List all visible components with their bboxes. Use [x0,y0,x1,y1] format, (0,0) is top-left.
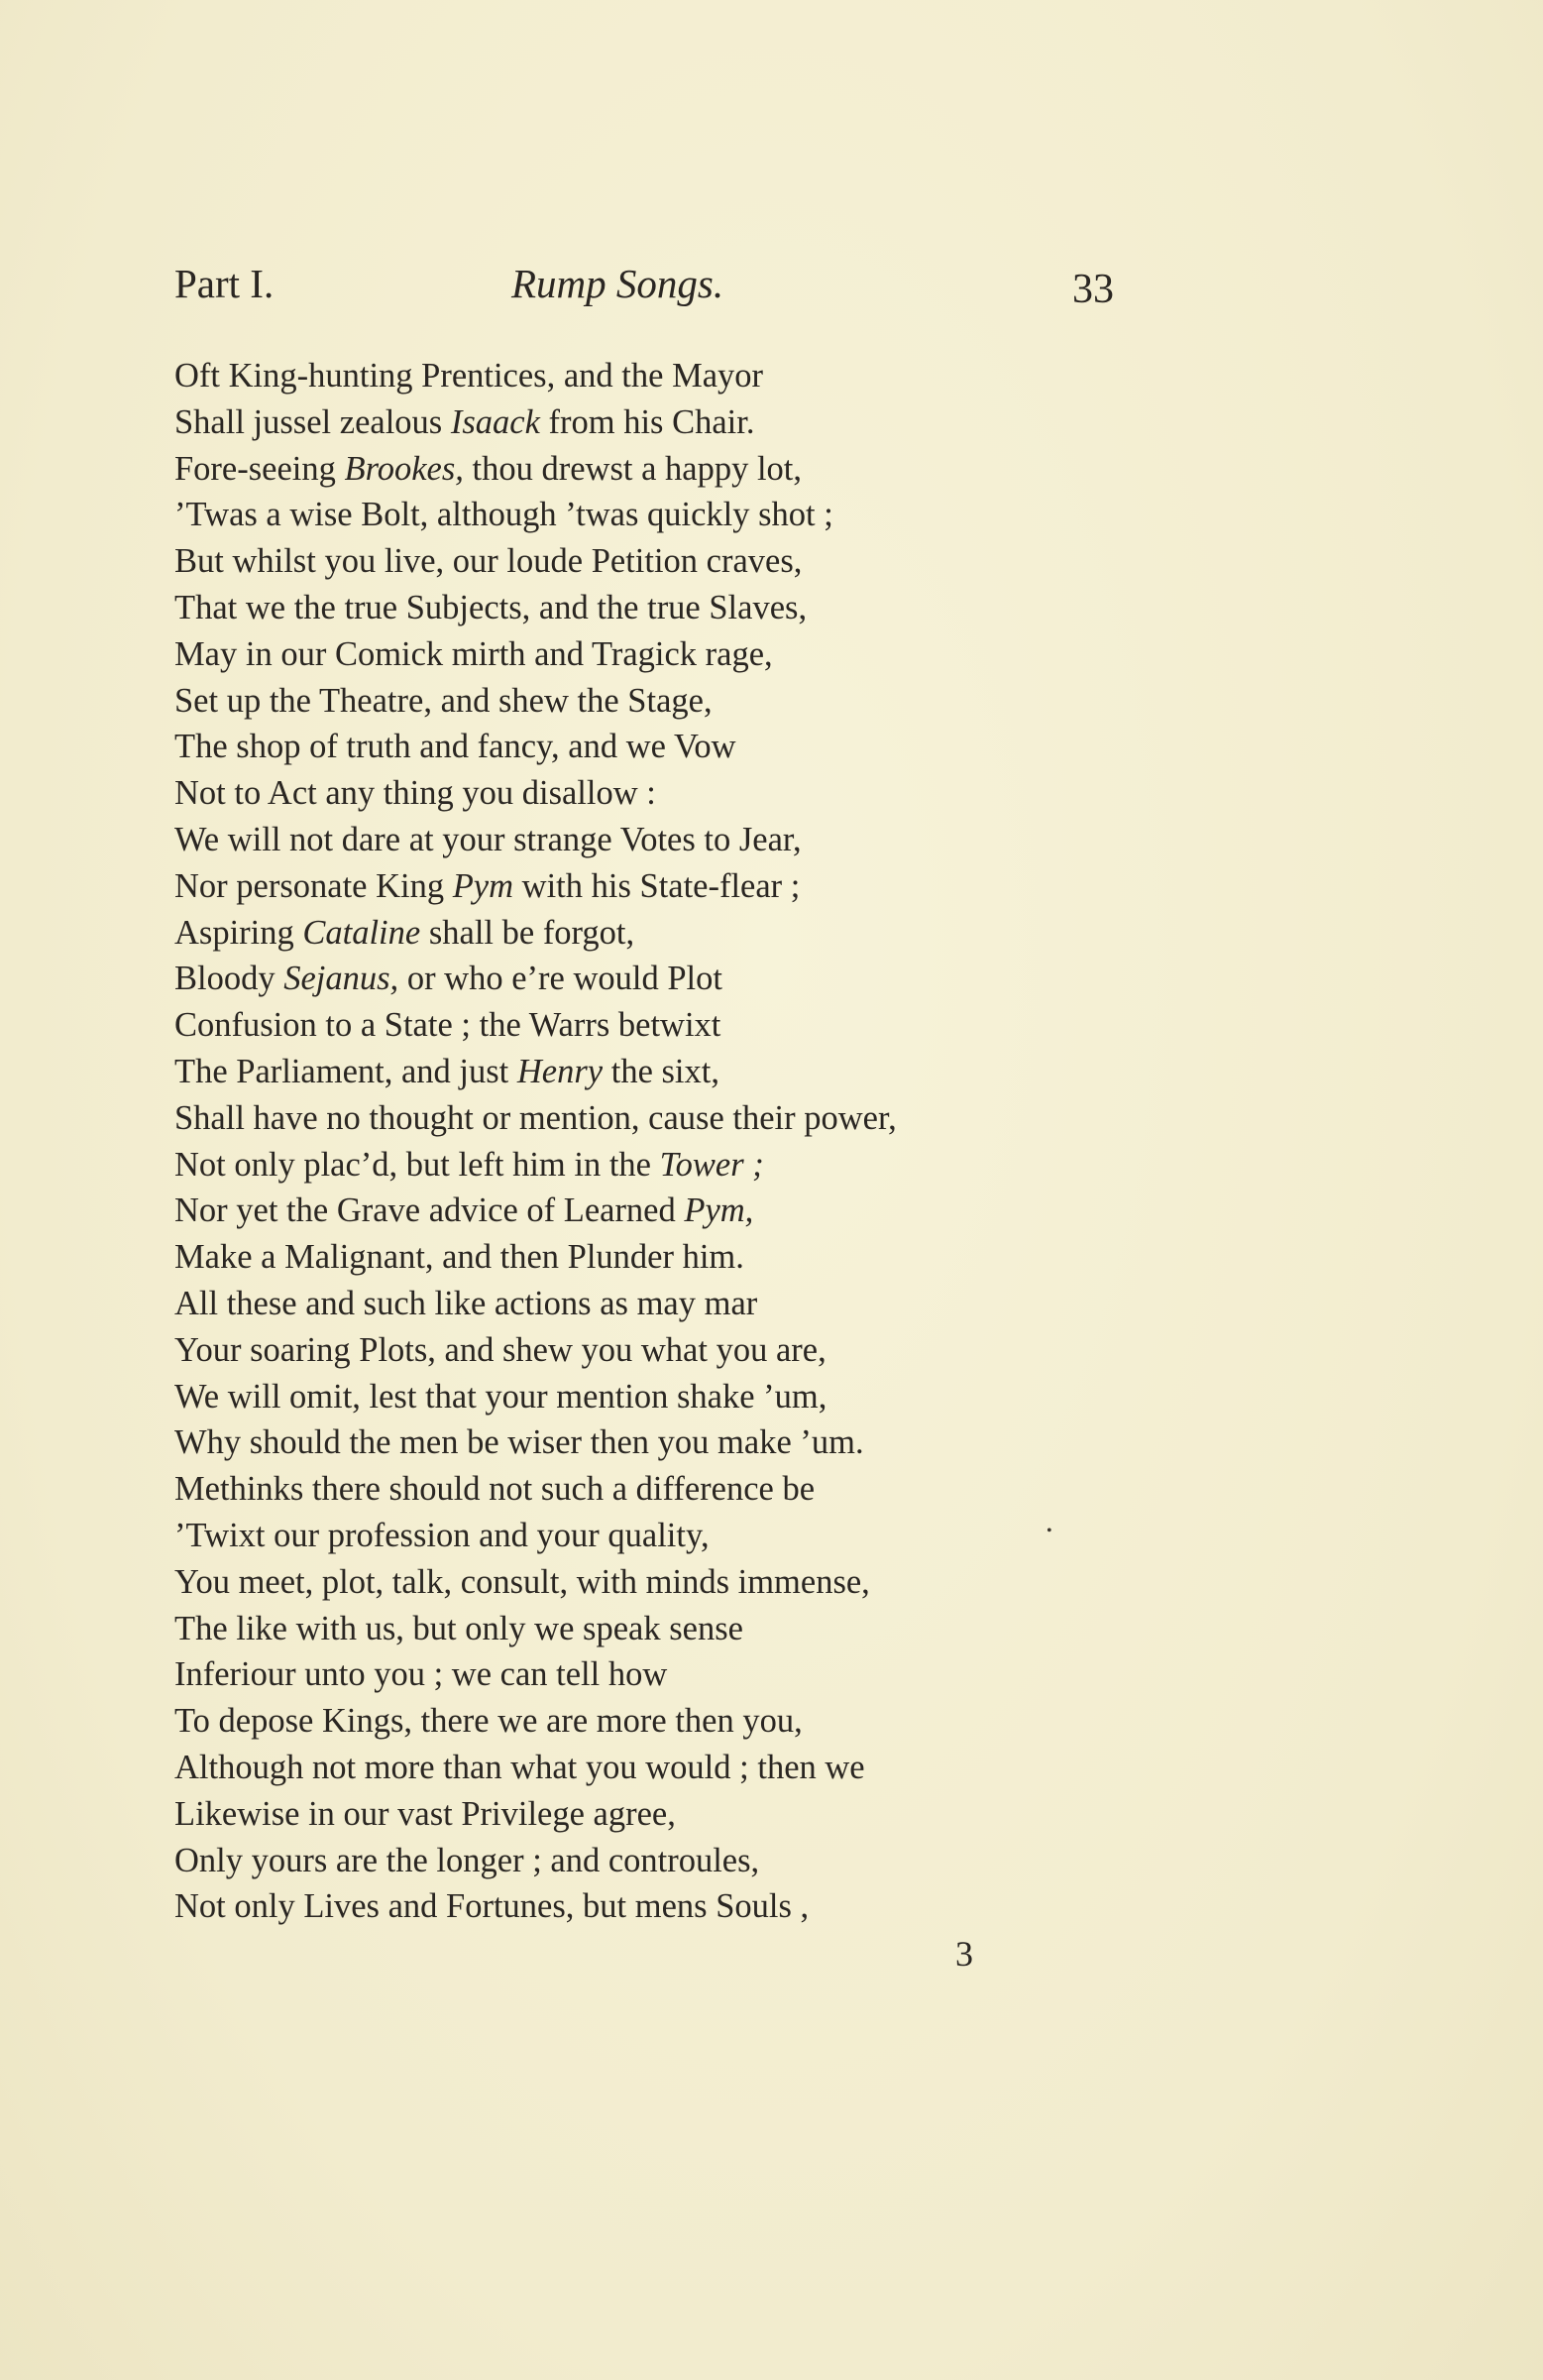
poem-line [174,1419,1165,1466]
marginal-bullet: • [1047,1523,1052,1539]
line-text: But whilst you live, our loude Petition craves, [174,542,803,581]
line-text: We will omit, lest that your mention shake ’um, [174,1377,827,1416]
line-text: We will not dare at your strange Votes to Jear, [174,820,802,858]
line-text: ’Twixt our profession and your quality, [174,1516,710,1554]
line-text: Set up the Theatre, and shew the Stage, [174,681,713,720]
poem-line [174,724,1165,770]
line-text: May in our Comick mirth and Tragick rage, [174,634,773,673]
poem-line [174,1002,1165,1049]
italic-text: Henry [516,1052,604,1090]
line-text: Make a Malignant, and then Plunder him. [174,1238,744,1277]
poem-text [174,353,1165,1930]
line-text: Inferiour unto you ; we can tell how [174,1655,668,1694]
line-text: from his Chair. [539,402,755,441]
line-text: You meet, plot, talk, consult, with minds immense, [174,1562,870,1601]
line-text: Not to Act any thing you disallow : [174,774,656,813]
signature-mark: 3 [955,1934,973,1974]
poem-line [174,863,1165,910]
poem-line [174,1651,1165,1698]
line-text: Only yours are the longer ; and controules, [174,1841,760,1879]
italic-text: Tower ; [659,1145,764,1184]
line-text: or who e’re would Plot [398,960,722,998]
running-header [174,260,1126,319]
line-text: The like with us, but only we speak sense [174,1609,743,1647]
page-number: 33 [1072,267,1114,312]
line-text: Not only Lives and Fortunes, but mens Souls , [174,1887,810,1926]
line-text: To depose Kings, there we are more then you, [174,1702,803,1741]
italic-text: Isaack [450,402,540,441]
poem-line [174,1838,1165,1884]
line-text: Not only plac’d, but left him in the [174,1145,660,1184]
poem-line [174,1883,1165,1930]
poem-line [174,1188,1165,1234]
italic-text: Brookes, [344,449,464,488]
poem-line [174,770,1165,817]
poem-line [174,678,1165,725]
line-text: the sixt, [603,1052,719,1090]
poem-line [174,538,1165,585]
italic-text: Pym [452,866,514,905]
line-text: Nor yet the Grave advice of Learned [174,1191,685,1230]
line-text: with his State-flear ; [513,866,801,905]
poem-line [174,399,1165,446]
line-text: Likewise in our vast Privilege agree, [174,1794,676,1833]
line-text: The shop of truth and fancy, and we Vow [174,728,736,766]
poem-line [174,631,1165,678]
header-part: Part I. [174,261,275,306]
poem-line [174,1234,1165,1281]
line-text: Methinks there should not such a difference be [174,1470,816,1509]
poem-line [174,1466,1165,1513]
italic-text: Sejanus, [283,960,399,998]
line-text: Shall jussel zealous [174,402,451,441]
poem-line [174,1513,1165,1559]
line-text: Shall have no thought or mention, cause their power, [174,1098,897,1137]
line-text: All these and such like actions as may mar [174,1284,758,1322]
line-text: The Parliament, and just [174,1052,517,1090]
line-text: shall be forgot, [420,913,635,952]
poem-line [174,1374,1165,1420]
line-text: That we the true Subjects, and the true Slaves, [174,588,808,626]
line-text: Oft King-hunting Prentices, and the Mayor [174,357,764,395]
line-text: thou drewst a happy lot, [463,449,803,488]
poem-line [174,585,1165,631]
line-text: Why should the men be wiser then you make ’um. [174,1423,864,1462]
line-text: Although not more than what you would ; then we [174,1748,865,1786]
line-text: Aspiring [174,913,303,952]
line-text: Confusion to a State ; the Warrs betwixt [174,1006,721,1045]
poem-line [174,353,1165,399]
poem-line [174,1698,1165,1745]
line-text: ’Twas a wise Bolt, although ’twas quickly shot ; [174,496,833,534]
poem-line [174,956,1165,1002]
line-text: Your soaring Plots, and shew you what you are, [174,1330,827,1369]
poem-line [174,817,1165,863]
line-text: Bloody [174,960,284,998]
poem-line [174,1142,1165,1189]
poem-line [174,1791,1165,1838]
line-text: Fore-seeing [174,449,345,488]
line-text: Nor personate King [174,866,453,905]
poem-line [174,1281,1165,1327]
poem-line [174,910,1165,957]
poem-line [174,492,1165,538]
poem-line [174,1095,1165,1142]
poem-line [174,1745,1165,1791]
poem-line [174,1049,1165,1095]
poem-line [174,446,1165,493]
italic-text: Pym, [684,1191,754,1230]
header-title: Rump Songs. [511,261,724,306]
italic-text: Cataline [302,913,421,952]
poem-line [174,1606,1165,1652]
poem-line [174,1327,1165,1374]
poem-line [174,1559,1165,1606]
